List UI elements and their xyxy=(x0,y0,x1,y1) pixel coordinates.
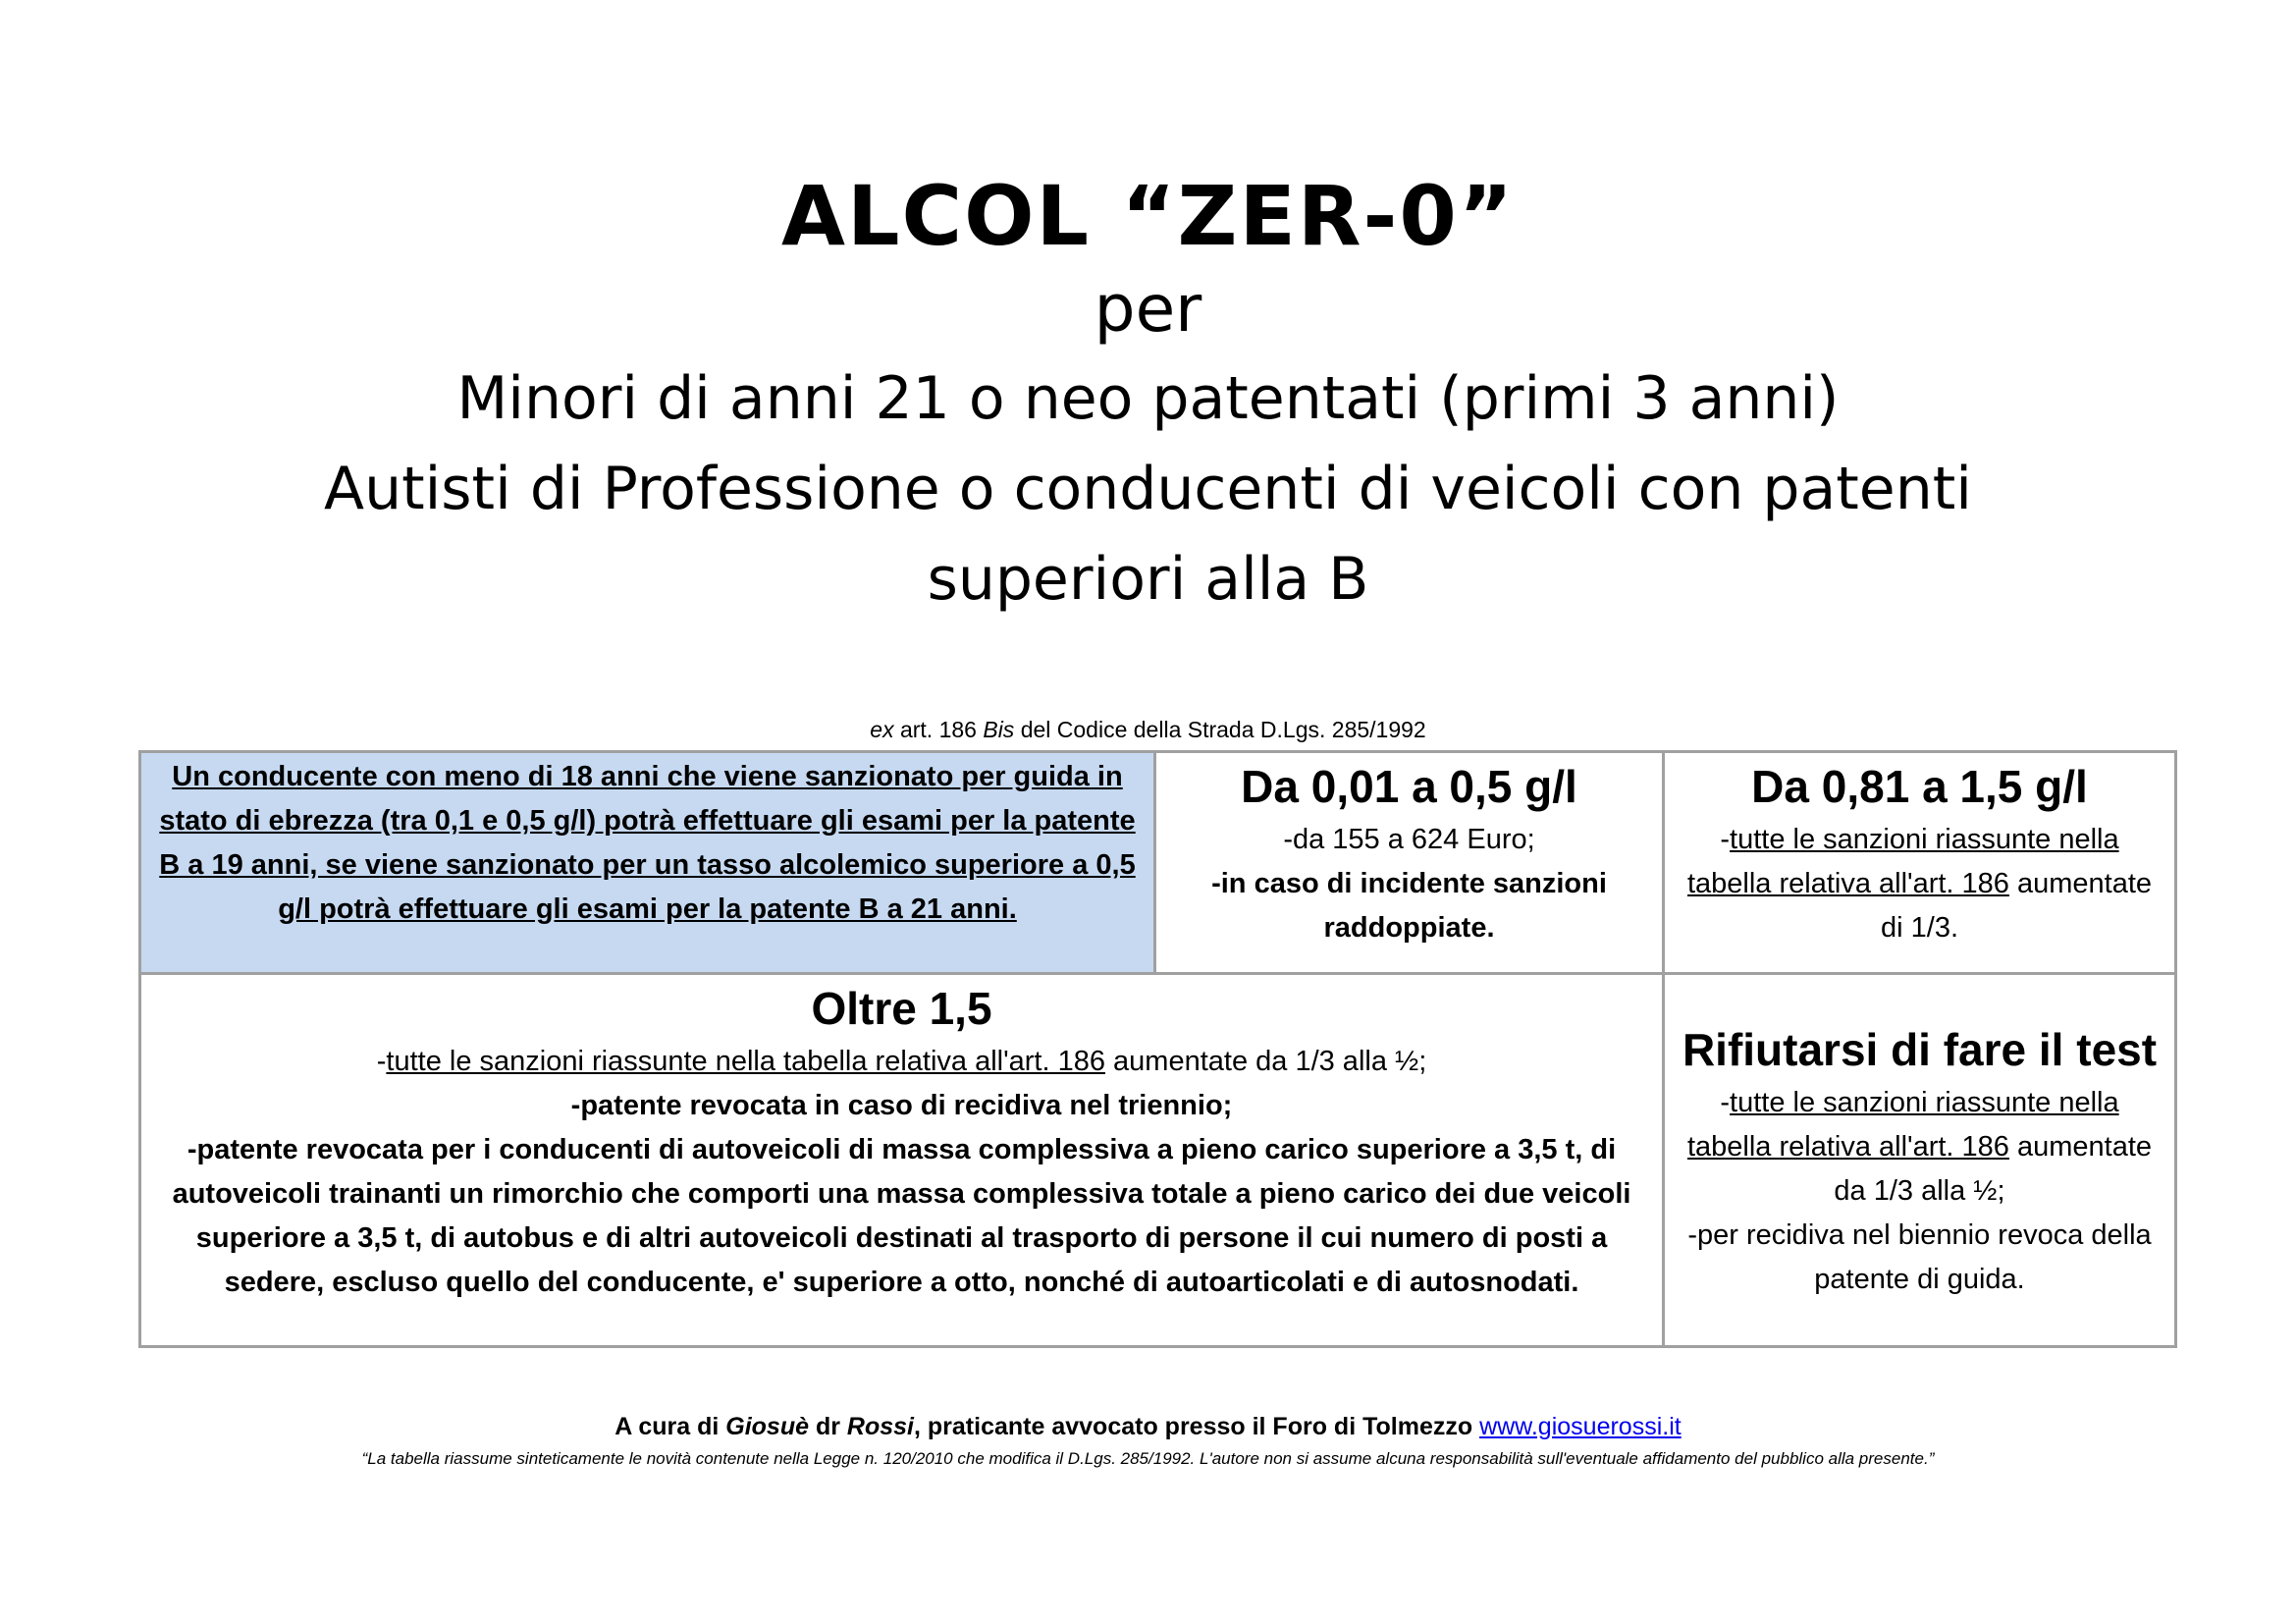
website-link[interactable]: www.giosuerossi.it xyxy=(1479,1413,1682,1440)
credit-suffix: , praticante avvocato presso il Foro di Tolmezzo xyxy=(914,1413,1480,1440)
author-credit xyxy=(0,1410,2296,1443)
cell-range-0-01-0-5 xyxy=(1155,752,1664,974)
over-revoca-recidiva: -patente revocata in caso di recidiva nel triennio; xyxy=(570,1090,1233,1121)
range1-heading: Da 0,01 a 0,5 g/l xyxy=(1241,761,1577,812)
range2-link-text: tutte le sanzioni riassunte nella tabella relativa all'art. 186 xyxy=(1686,824,2119,899)
range2-dash: - xyxy=(1720,824,1731,855)
refuse-text xyxy=(1675,1081,2164,1214)
law-ref-bis: Bis xyxy=(983,717,1015,742)
minor-driver-note: Un conducente con meno di 18 anni che viene sanzionato per guida in stato di ebrezza (tra 0,1 e 0,5 g/l) potrà effettuare gli esami per la patente B a 19 anni, se viene sanzionato per un tasso alcolemico superiore a 0,5 g/l potrà effettuare gli esami per la patente B a 21 anni. xyxy=(140,752,1155,974)
sanctions-table xyxy=(138,750,2177,1348)
title-line-superiori: superiori alla B xyxy=(927,545,1369,614)
cell-range-0-81-1-5 xyxy=(1664,752,2176,974)
range2-after: aumentate di 1/3. xyxy=(1881,868,2153,944)
table-row xyxy=(140,974,2176,1347)
disclaimer: “La tabella riassume sinteticamente le novità contenute nella Legge n. 120/2010 che modifica il D.Lgs. 285/1992. L'autore non si assume alcuna responsabilità sull'eventuale affidamento del pubblico alla presente.” xyxy=(361,1449,1935,1468)
over-text xyxy=(151,1040,1652,1084)
table-row xyxy=(140,752,2176,974)
range2-heading: Da 0,81 a 1,5 g/l xyxy=(1751,761,2088,812)
law-reference xyxy=(0,715,2296,744)
author-last-name: Rossi xyxy=(846,1413,915,1440)
over-dash: - xyxy=(376,1046,387,1077)
author-title: dr xyxy=(809,1413,847,1440)
range1-incident: -in caso di incidente sanzioni raddoppiate. xyxy=(1211,868,1607,944)
refuse-dash: - xyxy=(1720,1087,1731,1118)
law-ref-art: art. 186 xyxy=(893,717,984,742)
over-link-text: tutte le sanzioni riassunte nella tabella relativa all'art. 186 xyxy=(386,1046,1105,1077)
refuse-recidiva: -per recidiva nel biennio revoca della patente di guida. xyxy=(1687,1219,2152,1295)
page-title: ALCOL “ZER-0” xyxy=(780,168,1516,264)
law-ref-ex: ex xyxy=(870,717,894,742)
refuse-link-text: tutte le sanzioni riassunte nella tabella relativa all'art. 186 xyxy=(1686,1087,2119,1163)
over-revoca-conducenti: -patente revocata per i conducenti di autoveicoli di massa complessiva a pieno carico superiore a 3,5 t, di autoveicoli trainanti un rimorchio che comporti una massa complessiva totale a pieno carico dei due veicoli superiore a 3,5 t, di autobus e di altri autoveicoli destinati al trasporto di persone il cui numero di posti a sedere, escluso quello del conducente, e' superiore a otto, nonché di autoarticolati e di autosnodati. xyxy=(172,1134,1631,1298)
cell-refuse-test xyxy=(1664,974,2176,1347)
credit-prefix: A cura di xyxy=(614,1413,726,1440)
over-after: aumentate da 1/3 alla ½; xyxy=(1104,1046,1427,1077)
title-block xyxy=(0,167,2296,624)
over-heading: Oltre 1,5 xyxy=(811,983,992,1034)
cell-oltre xyxy=(140,974,1664,1347)
title-per: per xyxy=(1094,271,1202,347)
range2-text xyxy=(1675,818,2164,950)
range1-fine: -da 155 a 624 Euro; xyxy=(1283,824,1535,855)
refuse-after: aumentate da 1/3 alla ½; xyxy=(1834,1131,2153,1207)
refuse-heading: Rifiutarsi di fare il test xyxy=(1682,1024,2158,1075)
title-line-autisti: Autisti di Professione o conducenti di veicoli con patenti xyxy=(324,455,1972,523)
author-first-name: Giosuè xyxy=(725,1413,810,1440)
law-ref-rest: del Codice della Strada D.Lgs. 285/1992 xyxy=(1014,717,1426,742)
title-line-minori: Minori di anni 21 o neo patentati (primi 3 anni) xyxy=(456,364,1840,433)
